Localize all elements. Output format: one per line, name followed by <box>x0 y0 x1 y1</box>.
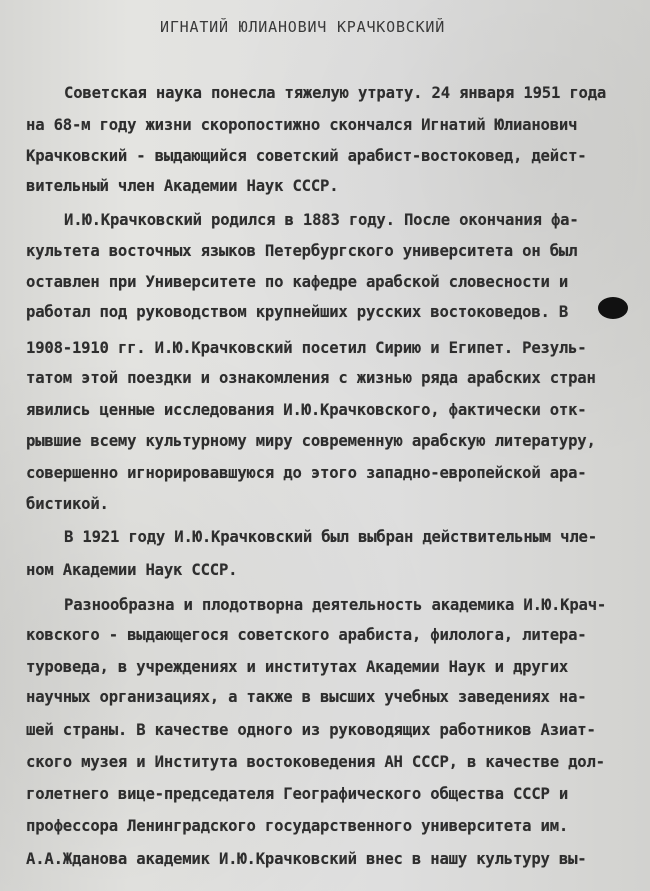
text-line: работал под руководством крупнейших русских востоковедов. В <box>26 303 569 321</box>
text-line: на 68-м году жизни скоропостижно скончался Игнатий Юлианович <box>26 116 578 134</box>
document-title: ИГНАТИЙ ЮЛИАНОВИЧ КРАЧКОВСКИЙ <box>160 18 446 36</box>
text-line: профессора Ленинградского государственного университета им. <box>26 817 569 835</box>
text-line: Разнообразна и плодотворна деятельность академика И.Ю.Крач- <box>64 596 607 614</box>
text-line: А.А.Жданова академик И.Ю.Крачковский внес в нашу культуру вы- <box>26 850 587 868</box>
text-line: ковского - выдающегося советского арабиста, филолога, литера- <box>26 626 587 644</box>
text-line: И.Ю.Крачковский родился в 1883 году. После окончания фа- <box>64 211 579 229</box>
text-line: татом этой поездки и ознакомления с жизнью ряда арабских стран <box>26 369 596 387</box>
text-line: туроведа, в учреждениях и институтах Академии Наук и других <box>26 658 569 676</box>
text-line: культета восточных языков Петербургского университета он был <box>26 242 578 260</box>
text-line: голетнего вице-председателя Географического общества СССР и <box>26 785 569 803</box>
text-line: 1908-1910 гг. И.Ю.Крачковский посетил Сирию и Египет. Резуль- <box>26 339 587 357</box>
ink-blot <box>598 297 628 319</box>
text-line: научных организациях, а также в высших учебных заведениях на- <box>26 688 587 706</box>
text-line: шей страны. В качестве одного из руководящих работников Азиат- <box>26 721 596 739</box>
text-line: вительный член Академии Наук СССР. <box>26 177 339 195</box>
text-line: бистикой. <box>26 495 109 513</box>
text-line: В 1921 году И.Ю.Крачковский был выбран действительным чле- <box>64 528 597 546</box>
text-line: Крачковский - выдающийся советский арабист-востоковед, дейст- <box>26 147 587 165</box>
text-line: Советская наука понесла тяжелую утрату. 24 января 1951 года <box>64 84 607 102</box>
text-line: рывшие всему культурному миру современную арабскую литературу, <box>26 432 596 450</box>
text-line: совершенно игнорировавшуюся до этого западно-европейской ара- <box>26 464 587 482</box>
text-line: явились ценные исследования И.Ю.Крачковского, фактически отк- <box>26 401 587 419</box>
text-line: оставлен при Университете по кафедре арабской словесности и <box>26 273 569 291</box>
text-line: ном Академии Наук СССР. <box>26 561 238 579</box>
text-line: ского музея и Института востоковедения АН СССР, в качестве дол- <box>26 753 605 771</box>
